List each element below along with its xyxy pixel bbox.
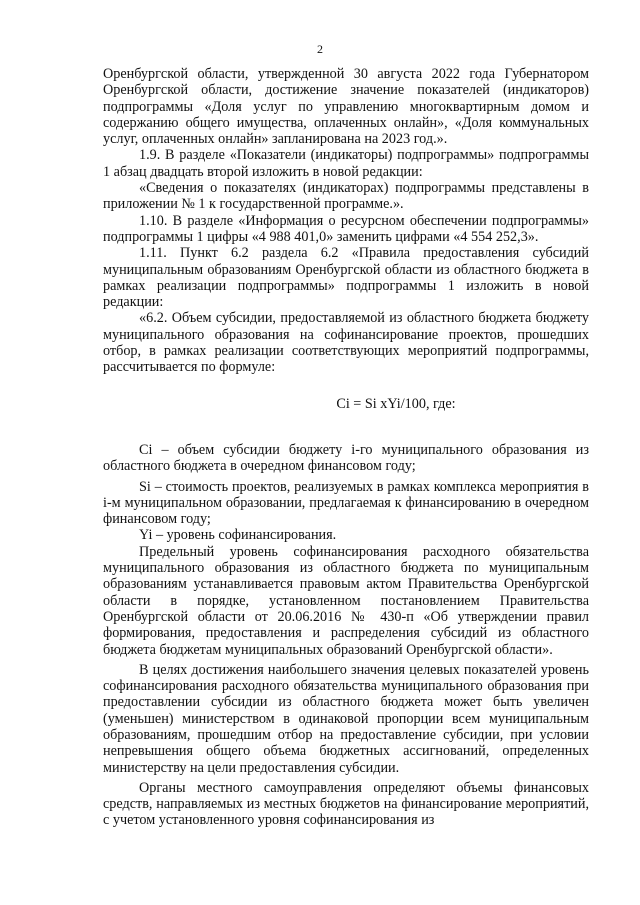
paragraph-item-1-10: 1.10. В разделе «Информация о ресурсном обеспечении подпрограммы» подпрограммы 1 цифры «4 988 401,0» заменить цифрами «4 554 252,3».: [103, 212, 589, 245]
paragraph-continuation: Оренбургской области, утвержденной 30 августа 2022 года Губернатором Оренбургской области, достижение значение показателей (индикаторов) подпрограммы «Доля услуг по управлению многоквартирным домом и содержанию общего имущества, оплаченных онлайн», «Доля коммунальных услуг, оплаченных онлайн» запланирована на 2023 год.».: [103, 66, 589, 148]
paragraph-item-1-11: 1.11. Пункт 6.2 раздела 6.2 «Правила предоставления субсидий муниципальным образованиям Оренбургской области из областного бюджета в рамках реализации подпрограммы» подпрограммы 1 изложить в новой редакции:: [103, 245, 589, 311]
paragraph-quote-6-2: «6.2. Объем субсидии, предоставляемой из областного бюджета бюджету муниципального образования на софинансирование проектов, прошедших отбор, в рамках реализации соответствующих мероприятий подпрограммы, рассчитывается по формуле:: [103, 310, 589, 376]
formula-text: Ci = Si xYi/100, где:: [336, 395, 456, 412]
definition-ci: Ci – объем субсидии бюджету i-го муниципального образования из областного бюджета в очередном финансовом году;: [103, 441, 589, 475]
paragraph-local-authorities: Органы местного самоуправления определяют объемы финансовых средств, направляемых из местных бюджетов на финансирование мероприятий, с учетом установленного уровня софинансирования из: [103, 779, 589, 829]
page-number: 2: [317, 42, 323, 56]
document-body: [103, 66, 589, 829]
paragraph-item-1-9: 1.9. В разделе «Показатели (индикаторы) подпрограммы» подпрограммы 1 абзац двадцать второй изложить в новой редакции:: [103, 147, 589, 180]
paragraph-quote-1-9: «Сведения о показателях (индикаторах) подпрограммы представлены в приложении № 1 к государственной программе.».: [103, 180, 589, 213]
paragraph-limit-level: Предельный уровень софинансирования расходного обязательства муниципального образования из областного бюджета по муниципальным образованиям устанавливается правовым актом Правительства Оренбургской области в порядке, установленном постановлением Правительства Оренбургской области от 20.06.2016 № 430-п «Об утверждении правил формирования, предоставления и распределения субсидий из областного бюджета бюджетам муниципальных образований Оренбургской области».: [103, 543, 589, 658]
definition-si: Si – стоимость проектов, реализуемых в рамках комплекса мероприятия в i-м муниципальном образовании, предлагаемая к финансированию в очередном финансовом году;: [103, 478, 589, 528]
paragraph-target-indicators: В целях достижения наибольшего значения целевых показателей уровень софинансирования расходного обязательства муниципального образования при предоставлении субсидии из областного бюджета может быть увеличен (уменьшен) министерством в одинаковой пропорции всем муниципальным образованиям, прошедшим отбор на предоставление субсидии, при условии непревышения общего объема бюджетных ассигнований, определенных министерству на цели предоставления субсидии.: [103, 661, 589, 776]
definition-yi: Yi – уровень софинансирования.: [139, 527, 337, 544]
formula: [103, 396, 589, 412]
